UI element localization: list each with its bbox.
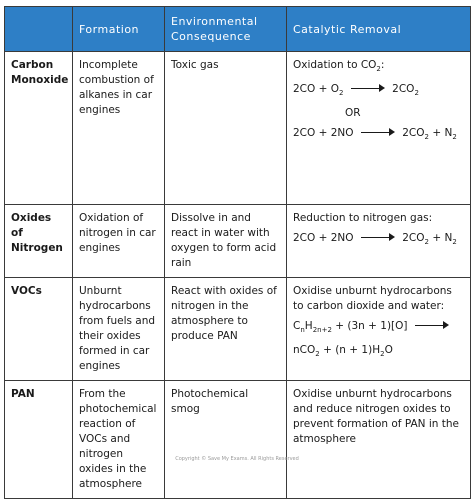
removal-intro: Reduction to nitrogen gas: xyxy=(293,212,433,224)
consequence-cell: Dissolve in and react in water with oxygen to form acid rain xyxy=(165,205,287,278)
table-row xyxy=(5,278,471,381)
or-label: OR xyxy=(345,107,361,120)
header-catalytic-removal: Catalytic Removal xyxy=(287,7,471,52)
formation-cell: From the photochemical reaction of VOCs and nitrogen oxides in the atmosphere xyxy=(73,381,165,499)
reaction-arrow-icon xyxy=(361,129,395,137)
row-label: Oxides of Nitrogen xyxy=(5,205,73,278)
reaction-arrow-icon xyxy=(351,85,385,93)
equation: $nCO_2 + (n + 1)H_2O$ xyxy=(293,344,393,359)
reaction-arrow-icon xyxy=(361,234,395,242)
table-row xyxy=(5,52,471,205)
removal-intro: Oxidation to $CO_2$: xyxy=(293,59,385,74)
removal-cell xyxy=(287,205,471,278)
catalytic-converter-table xyxy=(4,6,471,499)
row-label: PAN xyxy=(5,381,73,499)
table-row xyxy=(5,205,471,278)
row-label: Carbon Monoxide xyxy=(5,52,73,205)
consequence-cell: Toxic gas xyxy=(165,52,287,205)
header-environmental-consequence: Environmental Consequence xyxy=(165,7,287,52)
removal-intro: Oxidise unburnt hydrocarbons to carbon dioxide and water: xyxy=(293,285,452,312)
consequence-cell: Photochemical smog xyxy=(165,381,287,499)
copyright-footer: Copyright © Save My Exams. All Rights Reserved xyxy=(175,456,299,462)
equation: $2CO + O_2$ $2CO_2$ xyxy=(293,83,419,98)
formation-cell: Oxidation of nitrogen in car engines xyxy=(73,205,165,278)
removal-cell xyxy=(287,52,471,205)
header-row xyxy=(5,7,471,52)
removal-cell: Oxidise unburnt hydrocarbons and reduce nitrogen oxides to prevent formation of PAN in the atmosphere xyxy=(287,381,471,499)
reaction-arrow-icon xyxy=(415,322,449,330)
removal-cell xyxy=(287,278,471,381)
table-row xyxy=(5,381,471,499)
header-empty xyxy=(5,7,73,52)
equation: 2CO + 2NO $2CO_2 + N_2$ xyxy=(293,127,457,142)
row-label: VOCs xyxy=(5,278,73,381)
formation-cell: Incomplete combustion of alkanes in car engines xyxy=(73,52,165,205)
equation: $C_nH_{2n+2} + (3n + 1)[O]$ xyxy=(293,319,464,338)
header-formation: Formation xyxy=(73,7,165,52)
formation-cell: Unburnt hydrocarbons from fuels and their oxides formed in car engines xyxy=(73,278,165,381)
equation: 2CO + 2NO $2CO_2 + N_2$ xyxy=(293,232,457,247)
consequence-cell: React with oxides of nitrogen in the atmosphere to produce PAN xyxy=(165,278,287,381)
